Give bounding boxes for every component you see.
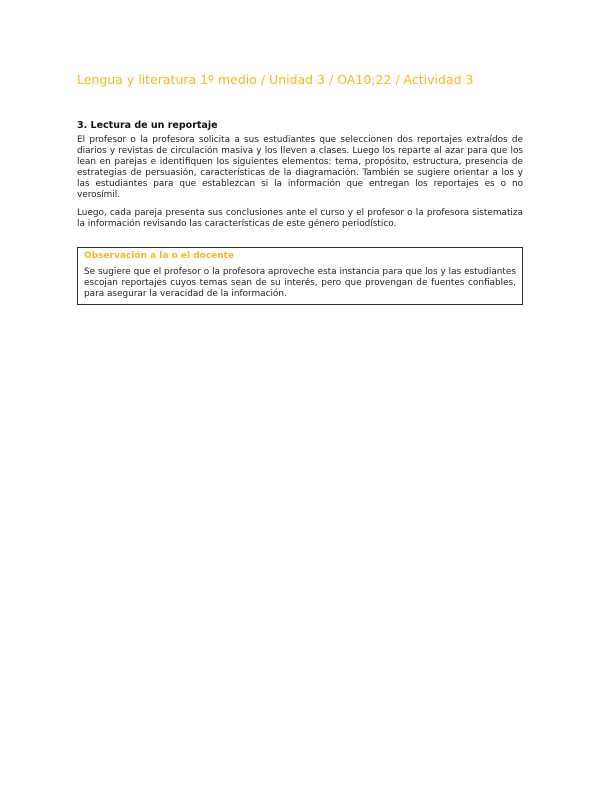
activity-section — [77, 120, 523, 305]
note-title: Observación a la o el docente — [84, 251, 235, 261]
paragraph: El profesor o la profesora solicita a sus estudiantes que seleccionen dos reportajes extraídos de diarios y revistas de circulación masiva y los lleven a clases. Luego los reparte al azar para que los lean en parejas e identifiquen los siguientes elementos: tema, propósito, estructura, presencia de estrategias de persuasión, características de la diagramación. También se sugiere orientar a los y las estudiantes para que establezcan si la información que entregan los reportajes es o no verosímil. — [77, 135, 523, 200]
note-text: Se sugiere que el profesor o la profesora aproveche esta instancia para que los y las estudiantes escojan reportajes cuyos temas sean de su interés, pero que provengan de fuentes confiables, para asegurar la veracidad de la información. — [84, 267, 516, 299]
teacher-note-box — [77, 247, 523, 305]
breadcrumb-header: Lengua y literatura 1º medio / Unidad 3 / OA10;22 / Actividad 3 — [77, 72, 474, 87]
paragraph: Luego, cada pareja presenta sus conclusiones ante el curso y el profesor o la profesora sistematiza la información revisando las características de este género periodístico. — [77, 208, 523, 229]
section-title: 3. Lectura de un reportaje — [77, 120, 218, 131]
